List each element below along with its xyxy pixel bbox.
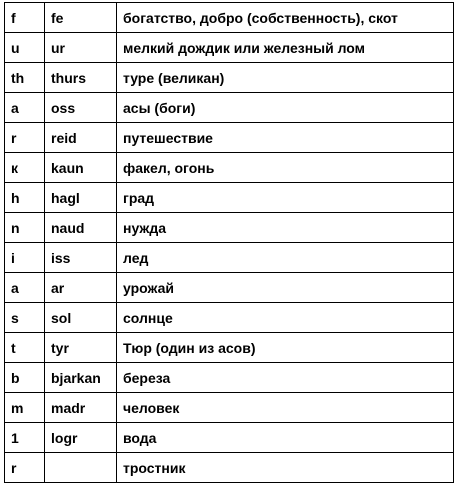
rune-meaning: человек [117, 393, 454, 423]
table-row [5, 273, 454, 303]
rune-letter: i [5, 243, 45, 273]
table-row [5, 363, 454, 393]
rune-letter: f [5, 3, 45, 33]
rune-meaning: асы (боги) [117, 93, 454, 123]
rune-letter: s [5, 303, 45, 333]
table-row [5, 153, 454, 183]
table-row [5, 93, 454, 123]
rune-name: naud [45, 213, 117, 243]
rune-letter: к [5, 153, 45, 183]
rune-meaning: тростник [117, 453, 454, 483]
rune-meaning: урожай [117, 273, 454, 303]
rune-meaning: береза [117, 363, 454, 393]
rune-letter: r [5, 453, 45, 483]
table-row [5, 3, 454, 33]
rune-meaning: вода [117, 423, 454, 453]
rune-meaning: Тюр (один из асов) [117, 333, 454, 363]
rune-meaning: мелкий дождик или железный лом [117, 33, 454, 63]
rune-name: logr [45, 423, 117, 453]
rune-name: fe [45, 3, 117, 33]
rune-letter: n [5, 213, 45, 243]
rune-letter: m [5, 393, 45, 423]
table-row [5, 303, 454, 333]
rune-name: thurs [45, 63, 117, 93]
rune-letter: t [5, 333, 45, 363]
rune-name: iss [45, 243, 117, 273]
table-row [5, 453, 454, 483]
table-row [5, 63, 454, 93]
rune-letter: a [5, 93, 45, 123]
rune-name: reid [45, 123, 117, 153]
rune-meaning: богатство, добро (собственность), скот [117, 3, 454, 33]
table-row [5, 33, 454, 63]
rune-letter: a [5, 273, 45, 303]
rune-letter: h [5, 183, 45, 213]
rune-meaning: факел, огонь [117, 153, 454, 183]
rune-name: oss [45, 93, 117, 123]
rune-letter: r [5, 123, 45, 153]
rune-name: sol [45, 303, 117, 333]
rune-meaning: лед [117, 243, 454, 273]
rune-meaning: солнце [117, 303, 454, 333]
rune-name: ur [45, 33, 117, 63]
rune-meaning: путешествие [117, 123, 454, 153]
rune-letter: u [5, 33, 45, 63]
table-row [5, 393, 454, 423]
rune-name: bjarkan [45, 363, 117, 393]
rune-meaning: туре (великан) [117, 63, 454, 93]
rune-letter: th [5, 63, 45, 93]
rune-letter: 1 [5, 423, 45, 453]
table-row [5, 333, 454, 363]
rune-name: tyr [45, 333, 117, 363]
table-row [5, 243, 454, 273]
table-row [5, 213, 454, 243]
rune-name [45, 453, 117, 483]
rune-meaning: нужда [117, 213, 454, 243]
rune-meaning: град [117, 183, 454, 213]
table-row [5, 123, 454, 153]
table-row [5, 423, 454, 453]
table-row [5, 183, 454, 213]
rune-letter: b [5, 363, 45, 393]
rune-table [4, 2, 454, 483]
rune-name: hagl [45, 183, 117, 213]
rune-name: madr [45, 393, 117, 423]
rune-name: ar [45, 273, 117, 303]
rune-name: kaun [45, 153, 117, 183]
